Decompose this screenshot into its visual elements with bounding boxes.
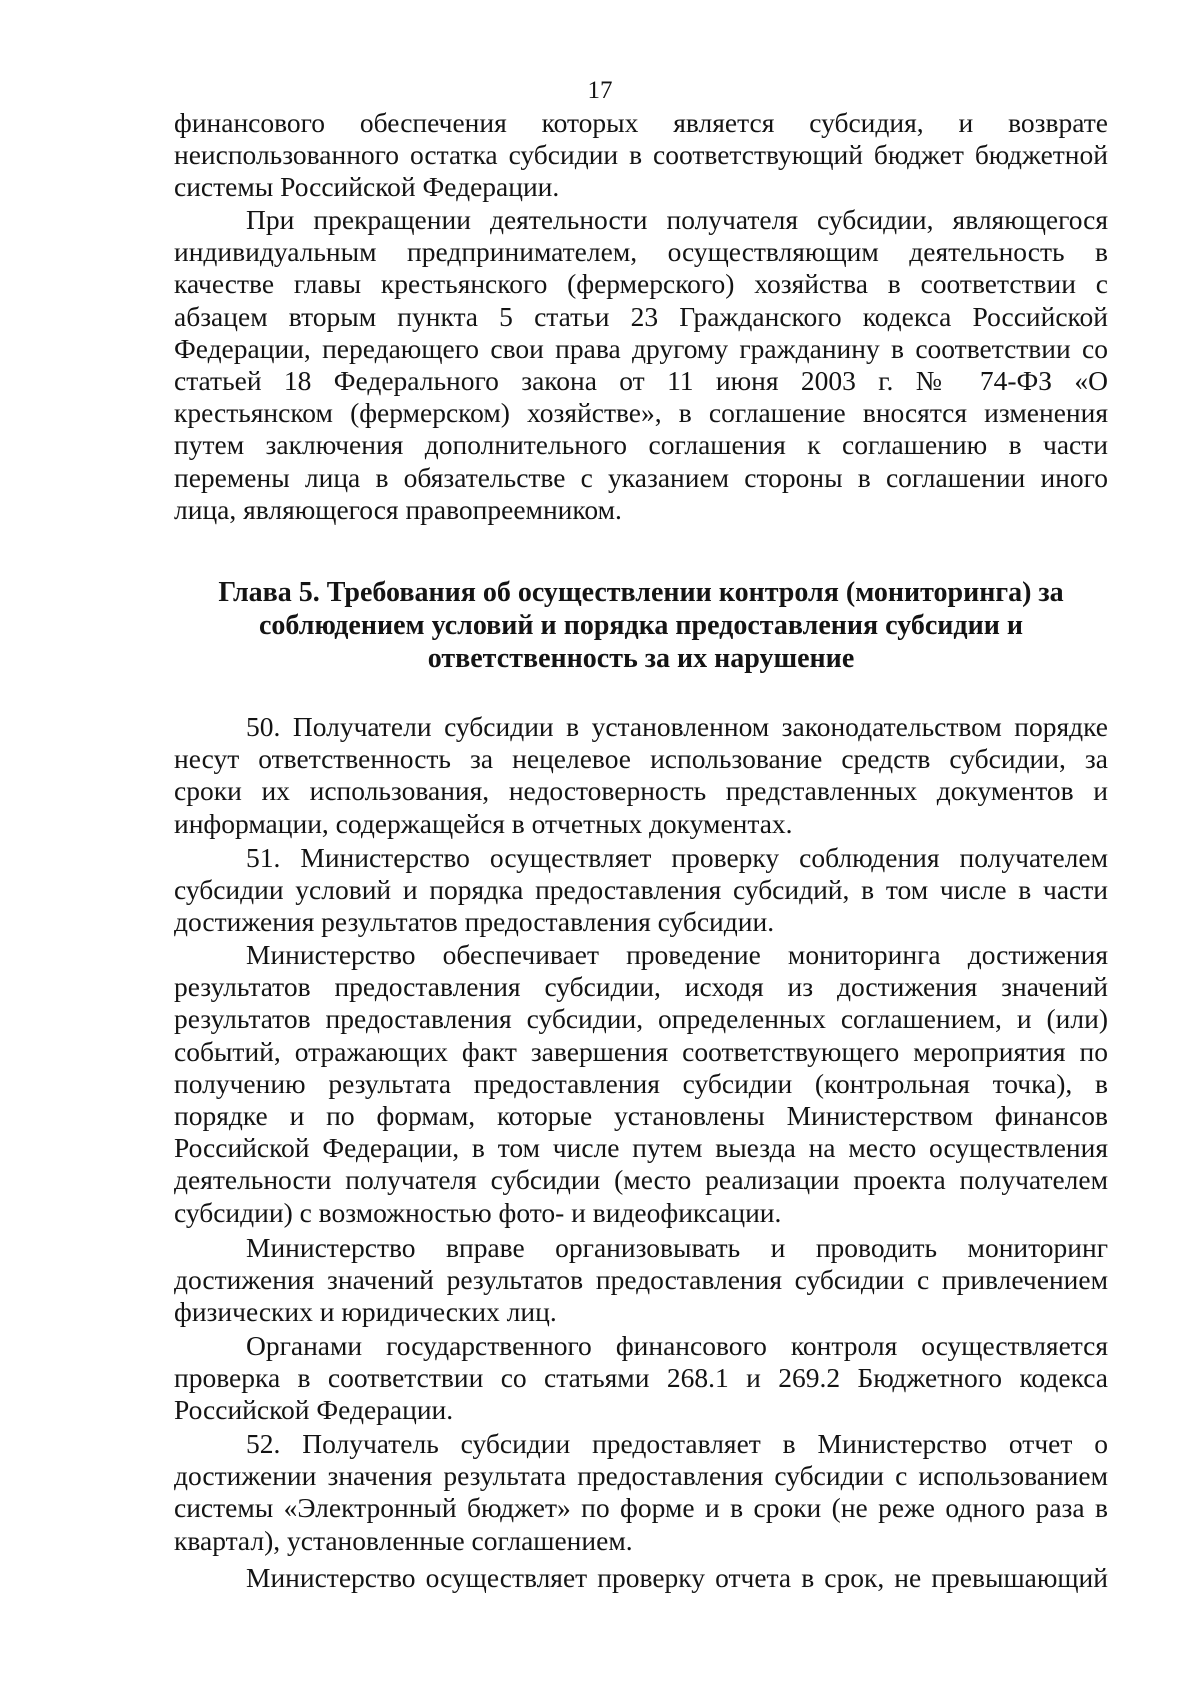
clause-51 bbox=[174, 842, 1108, 939]
text-line: индивидуальным предпринимателем, осуществляющим деятельность в bbox=[174, 236, 1108, 268]
text-line: перемены лица в обязательстве с указанием стороны в соглашении иного bbox=[174, 461, 1108, 493]
text-line: 50. Получатели субсидии в установленном законодательством порядке bbox=[246, 711, 1108, 742]
text-line: неиспользованного остатка субсидии в соответствующий бюджет бюджетной bbox=[174, 139, 1108, 171]
text-line: получению результата предоставления субсидии (контрольная точка), в bbox=[174, 1067, 1108, 1099]
text-line: достижении значения результата предоставления субсидии с использованием bbox=[174, 1460, 1108, 1492]
text-line: порядке и по формам, которые установлены Министерством финансов bbox=[174, 1100, 1108, 1132]
text-line: системы «Электронный бюджет» по форме и в сроки (не реже одного раза в bbox=[174, 1492, 1108, 1524]
paragraph-right-to-monitor bbox=[174, 1232, 1108, 1329]
text-line: Министерство вправе организовывать и проводить мониторинг bbox=[246, 1232, 1108, 1263]
text-line: квартал), установленные соглашением. bbox=[174, 1524, 633, 1556]
text-line: проверка в соответствии со статьями 268.1 и 269.2 Бюджетного кодекса bbox=[174, 1362, 1108, 1394]
clause-50 bbox=[174, 711, 1108, 840]
text-line: субсидии) с возможностью фото- и видеофиксации. bbox=[174, 1196, 782, 1228]
paragraph-report-check bbox=[174, 1562, 1108, 1594]
heading-line: ответственность за их нарушение bbox=[427, 643, 855, 674]
text-line: системы Российской Федерации. bbox=[174, 171, 560, 203]
chapter-heading bbox=[174, 576, 1108, 675]
text-line: качестве главы крестьянского (фермерского) хозяйства в соответствии с bbox=[174, 268, 1108, 300]
text-line: лица, являющегося правопреемником. bbox=[174, 493, 622, 525]
paragraph-state-control bbox=[174, 1330, 1108, 1427]
text-line: физических и юридических лиц. bbox=[174, 1296, 557, 1328]
text-line: Российской Федерации. bbox=[174, 1394, 454, 1426]
text-line: сроки их использования, недостоверность представленных документов и bbox=[174, 775, 1108, 807]
paragraph-monitoring bbox=[174, 939, 1108, 1229]
text-line: 52. Получатель субсидии предоставляет в Министерство отчет о bbox=[246, 1428, 1108, 1459]
top-paragraph bbox=[174, 107, 1108, 204]
text-line: финансового обеспечения которых является субсидия, и возврате bbox=[174, 107, 1108, 138]
text-line: несут ответственность за нецелевое использование средств субсидии, за bbox=[174, 743, 1108, 775]
text-line: путем заключения дополнительного соглашения к соглашению в части bbox=[174, 429, 1108, 461]
text-line: достижения результатов предоставления субсидии. bbox=[174, 906, 775, 938]
heading-line: Глава 5. Требования об осуществлении контроля (мониторинга) за bbox=[218, 577, 1064, 608]
text-line: 51. Министерство осуществляет проверку соблюдения получателем bbox=[246, 842, 1108, 873]
text-line: Министерство осуществляет проверку отчета в срок, не превышающий bbox=[246, 1562, 1108, 1593]
text-line: Российской Федерации, в том числе путем выезда на место осуществления bbox=[174, 1132, 1108, 1164]
text-line: Министерство обеспечивает проведение мониторинга достижения bbox=[246, 939, 1108, 970]
text-line: Федерации, передающего свои права другому гражданину в соответствии со bbox=[174, 332, 1108, 364]
heading-line: соблюдением условий и порядка предоставления субсидии и bbox=[259, 610, 1023, 641]
text-line: субсидии условий и порядка предоставления субсидий, в том числе в части bbox=[174, 874, 1108, 906]
page-number: 17 bbox=[587, 77, 613, 104]
text-line: деятельности получателя субсидии (место реализации проекта получателем bbox=[174, 1164, 1108, 1196]
text-line: крестьянском (фермерском) хозяйстве», в соглашение вносятся изменения bbox=[174, 397, 1108, 429]
paragraph-termination bbox=[174, 204, 1108, 526]
text-line: абзацем вторым пункта 5 статьи 23 Гражданского кодекса Российской bbox=[174, 300, 1108, 332]
text-line: результатов предоставления субсидии, исходя из достижения значений bbox=[174, 971, 1108, 1003]
text-line: статьей 18 Федерального закона от 11 июня 2003 г. № 74-ФЗ «О bbox=[174, 365, 1108, 397]
text-line: событий, отражающих факт завершения соответствующего мероприятия по bbox=[174, 1035, 1108, 1067]
text-line: достижения значений результатов предоставления субсидии с привлечением bbox=[174, 1264, 1108, 1296]
text-line: информации, содержащейся в отчетных документах. bbox=[174, 807, 793, 839]
text-line: результатов предоставления субсидии, определенных соглашением, и (или) bbox=[174, 1003, 1108, 1035]
clause-52 bbox=[174, 1428, 1108, 1557]
text-line: Органами государственного финансового контроля осуществляется bbox=[246, 1330, 1108, 1361]
text-line: При прекращении деятельности получателя субсидии, являющегося bbox=[246, 204, 1108, 235]
